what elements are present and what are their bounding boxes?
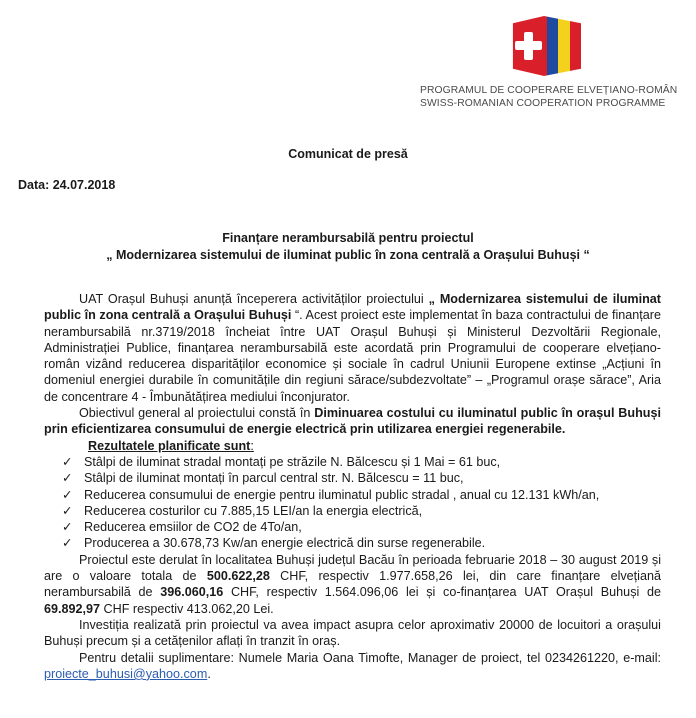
swiss-romanian-logo <box>507 16 581 76</box>
heading-line-1: Finanțare nerambursabilă pentru proiectul <box>222 231 474 245</box>
checkmark-icon: ✓ <box>62 520 73 535</box>
document-heading <box>0 230 696 264</box>
results-list <box>44 454 661 552</box>
programme-name-ro: PROGRAMUL DE COOPERARE ELVEȚIANO-ROMÂN <box>420 85 678 96</box>
list-item: ✓ Reducerea emsiilor de CO2 de 4To/an, <box>62 520 302 535</box>
document-date: Data: 24.07.2018 <box>18 178 116 192</box>
list-item: ✓ Stâlpi de iluminat montați în parcul central str. N. Bălcescu = 11 buc, <box>62 471 464 486</box>
flag-logo-icon <box>507 16 581 76</box>
checkmark-icon: ✓ <box>62 487 73 502</box>
list-item: ✓ Producerea a 30.678,73 Kw/an energie electrică din surse regenerabile. <box>62 536 486 551</box>
checkmark-icon: ✓ <box>62 503 73 518</box>
results-heading: Rezultatele planificate sunt: <box>88 438 254 453</box>
document-title: Comunicat de presă <box>288 147 408 161</box>
swiss-flag-icon <box>507 16 547 76</box>
paragraph-budget: Proiectul este derulat în localitatea Buhuși județul Bacău în perioada februarie 2018 – 30 august 2019 și are o valoare totala de 500.622,28 CHF, respectiv 1.977.658,26 lei, din care finanțare elvețiană nerambursabilă de 396.060,16 CHF, respectiv 1.564.096,06 lei și co-finanțarea UAT Orașul Buhuși de 69.892,97 CHF respectiv 413.062,20 Lei. <box>44 552 661 616</box>
paragraph-contact: Pentru detalii suplimentare: Numele Maria Oana Timofte, Manager de proiect, tel 0234261220, e-mail: proiecte_buhusi@yahoo.com. <box>44 650 661 681</box>
list-item: ✓ Stâlpi de iluminat stradal montați pe străzile N. Bălcescu și 1 Mai = 61 buc, <box>62 454 501 469</box>
heading-line-2: „ Modernizarea sistemului de iluminat public în zona centrală a Orașului Buhuși “ <box>106 248 590 262</box>
programme-name <box>420 84 677 110</box>
paragraph-intro: UAT Orașul Buhuși anunță începerera activităților proiectului „ Modernizarea sistemului de iluminat public în zona centrală a Orașului Buhuși “. Acest proiect este implementat în baza contractului de finanțare nerambursabilă nr.3719/2018 încheiat între UAT Orașul Buhuși și Ministerul Dezvoltării Regionale, Administrației Publice, finanțarea nerambursabilă este acordată prin Programului de cooperare elvețiano-român vizând reducerea disparităților economice și sociale în cadrul Uniunii Europene extinse „Acțiuni în domeniul energiei durabile în comunitățile din regiuni sărace/subdezvoltate” – „Programul orașe sărace”, Aria de concentrare 4 - Îmbunătățirea mediului înconjurator. <box>44 292 661 404</box>
checkmark-icon: ✓ <box>62 471 73 486</box>
list-item: ✓ Reducerea costurilor cu 7.885,15 LEI/an la energia electrică, <box>62 503 423 518</box>
project-name: „ Modernizarea sistemului de iluminat public în zona centrală a Orașului Buhuși <box>44 292 661 323</box>
total-value: 500.622,28 <box>206 569 270 584</box>
paragraph-impact: Investiția realizată prin proiectul va avea impact asupra celor aproximativ 20000 de locuitori a orașului Buhuși precum și a cetățenilor aflați în tranzit în oraș. <box>44 617 661 649</box>
list-item: ✓ Reducerea consumului de energie pentru iluminatul public stradal , anual cu 12.131 kWh/an, <box>62 487 600 502</box>
objective-text: Diminuarea costului cu iluminatul public în orașul Buhuși prin eficientizarea consumului de energie electrică prin utilizarea energiei regenerabile. <box>44 406 661 437</box>
checkmark-icon: ✓ <box>62 454 73 469</box>
checkmark-icon: ✓ <box>62 536 73 551</box>
paragraph-objective: Obiectivul general al proiectului constă în Diminuarea costului cu iluminatul public în orașul Buhuși prin eficientizarea consumului de energie electrică prin utilizarea energiei regenerabile. <box>44 406 661 437</box>
cofinancing-value: 69.892,97 <box>44 601 101 616</box>
document-body <box>44 291 661 682</box>
programme-name-en: SWISS-ROMANIAN COOPERATION PROGRAMME <box>420 98 666 109</box>
email-link[interactable]: proiecte_buhusi@yahoo.com <box>44 666 208 681</box>
swiss-funding-value: 396.060,16 <box>160 585 224 600</box>
